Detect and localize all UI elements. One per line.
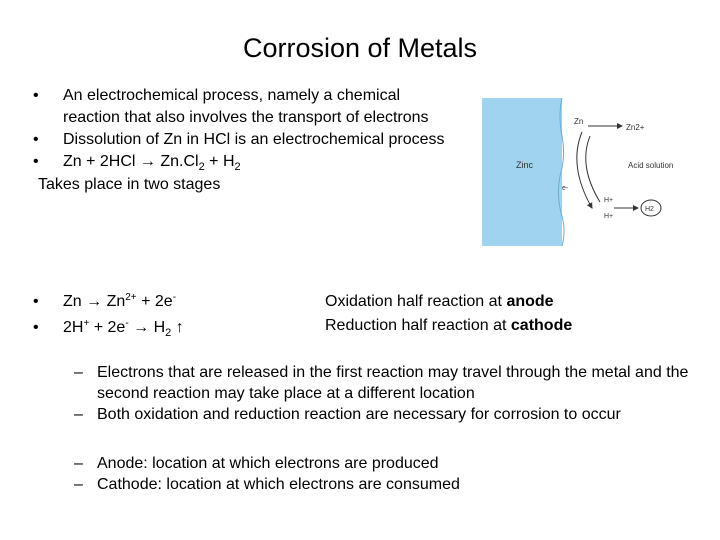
reaction-text: Zn <box>63 293 87 310</box>
dash-marker: – <box>74 476 83 493</box>
reaction-text: + 2e <box>89 319 126 336</box>
subscript: 2 <box>234 161 241 173</box>
intro-bullets <box>30 85 450 196</box>
bullet-dot: • <box>33 153 39 170</box>
equation-product: Zn.Cl <box>155 153 199 170</box>
reaction-text: + 2e <box>136 293 173 310</box>
bullet-text: Dissolution of Zn in HCl is an electrochemical process <box>63 131 445 148</box>
note-text: Anode: location at which electrons are produced <box>97 455 439 472</box>
reaction-item <box>30 316 184 342</box>
note-text: Both oxidation and reduction reaction are necessary for corrosion to occur <box>97 406 621 423</box>
bullet-dot: • <box>33 131 39 148</box>
note-text: Electrons that are released in the first reaction may travel through the metal and the second reaction may take place at a different location <box>97 364 689 402</box>
zinc-label: Zinc <box>516 160 534 170</box>
note-item <box>74 362 704 404</box>
note-item <box>74 453 704 474</box>
acid-solution-label: Acid solution <box>628 161 674 170</box>
slide-title: Corrosion of Metals <box>242 33 478 63</box>
dash-marker: – <box>74 364 83 381</box>
subscript: 2 <box>198 161 205 173</box>
superscript: - <box>172 292 177 303</box>
dash-marker: – <box>74 406 83 423</box>
notes-list-1 <box>74 362 704 425</box>
gas-arrow-icon: ↑ <box>171 319 184 336</box>
reaction-text: Zn <box>102 293 126 310</box>
reaction-item <box>30 290 184 316</box>
notes-list-2 <box>74 453 704 495</box>
electron-label: e- <box>562 185 569 192</box>
reaction-text: H <box>149 319 166 336</box>
h-plus-label-2: H+ <box>604 213 614 220</box>
note-text: Cathode: location at which electrons are consumed <box>97 476 460 493</box>
subscript: 2 <box>165 327 172 339</box>
reaction-list <box>30 290 184 342</box>
equation-product: + H <box>204 153 235 170</box>
superscript: 2+ <box>125 292 137 303</box>
arrow-icon: → <box>139 153 156 170</box>
h-plus-label-1: H+ <box>604 197 614 204</box>
dash-marker: – <box>74 455 83 472</box>
bullet-dot: • <box>33 293 39 310</box>
bullet-item <box>30 85 450 129</box>
stages-text: Takes place in two stages <box>38 176 221 193</box>
reaction-text: 2H <box>63 319 84 336</box>
note-item <box>74 474 704 495</box>
bullet-dot: • <box>33 87 39 104</box>
bullet-item <box>30 129 450 151</box>
zinc-metal-block <box>482 98 562 246</box>
half-reaction-item <box>325 314 572 338</box>
half-reaction-text: Oxidation half reaction at <box>325 293 507 310</box>
zinc-corrosion-diagram <box>478 96 698 246</box>
zn-label: Zn <box>574 117 584 126</box>
half-reaction-list <box>325 290 572 338</box>
h2-gas-label: H2 <box>645 206 654 213</box>
half-reaction-item <box>325 290 572 314</box>
half-reaction-text: Reduction half reaction at <box>325 317 511 334</box>
arrow-icon: → <box>86 293 103 310</box>
bullet-item <box>30 151 450 174</box>
superscript: - <box>125 318 129 329</box>
electrode-term: anode <box>506 293 554 310</box>
zn2-label: Zn2+ <box>626 123 645 132</box>
arrow-icon: → <box>128 319 150 336</box>
note-item <box>74 404 704 425</box>
equation-reactants: Zn + 2HCl <box>63 153 140 170</box>
bullet-dot: • <box>33 319 39 336</box>
bullet-text: An electrochemical process, namely a chemical reaction that also involves the transport of electrons <box>63 87 429 126</box>
electrode-term: cathode <box>510 317 573 334</box>
superscript: + <box>83 318 90 329</box>
